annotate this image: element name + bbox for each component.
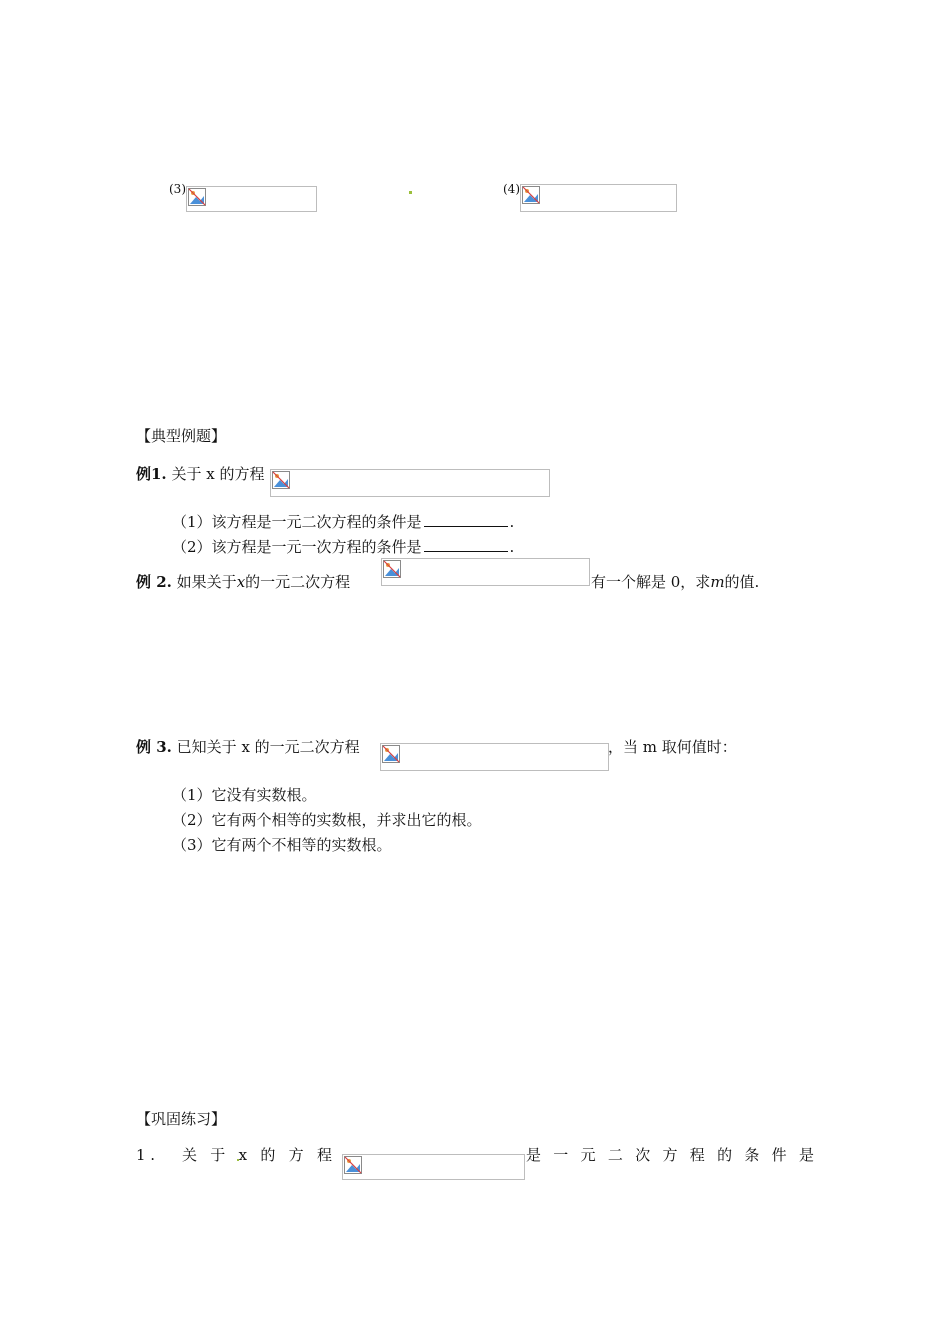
- broken-image-icon: [272, 471, 290, 489]
- example-1-q1-text: （1）该方程是一元二次方程的条件是: [172, 513, 422, 531]
- char: 程: [689, 1146, 705, 1164]
- char: 方: [662, 1146, 678, 1164]
- example-2-label: 例 2.: [136, 573, 172, 591]
- period: .: [509, 538, 515, 556]
- example-3-question-1: （1）它没有实数根。: [172, 786, 317, 804]
- example-1-stem: [136, 464, 264, 484]
- equation-image-4: [520, 184, 677, 212]
- practice-1-text-after: [526, 1145, 814, 1165]
- char: 方: [288, 1146, 304, 1164]
- broken-image-icon: [344, 1156, 362, 1174]
- stray-mark: [409, 191, 412, 194]
- char: 的: [260, 1146, 276, 1164]
- example-2-text-b: 的一元二次方程: [245, 573, 351, 591]
- section-heading-practice: 【巩固练习】: [136, 1110, 227, 1128]
- var-m: m: [710, 573, 725, 591]
- example-3-question-2: （2）它有两个相等的实数根，并求出它的根。: [172, 811, 482, 829]
- period: .: [509, 513, 515, 531]
- char: 一: [553, 1146, 569, 1164]
- var-x: x: [236, 573, 246, 591]
- example-1-equation-image: [270, 469, 550, 497]
- practice-1-equation-image: [342, 1154, 525, 1180]
- char: 关: [182, 1146, 198, 1164]
- char: 元: [580, 1146, 596, 1164]
- example-2-text-c: 有一个解是 0，求: [591, 573, 711, 591]
- broken-image-icon: [522, 186, 540, 204]
- example-2-text-a: 如果关于: [176, 573, 237, 591]
- item-4-label: (4): [503, 182, 520, 196]
- section-heading-examples: 【典型例题】: [136, 427, 227, 445]
- example-1-text: 关于 x 的方程: [171, 465, 265, 483]
- example-2-stem: [136, 572, 350, 592]
- item-3-label: (3): [169, 182, 186, 196]
- broken-image-icon: [383, 560, 401, 578]
- example-3-text: 已知关于 x 的一元二次方程: [176, 738, 360, 756]
- broken-image-icon: [382, 745, 400, 763]
- answer-blank[interactable]: [424, 536, 508, 552]
- example-3-equation-image: [380, 743, 609, 771]
- equation-image-3: [186, 186, 317, 212]
- char: 是: [798, 1146, 814, 1164]
- example-2-stem-tail: [591, 572, 759, 592]
- example-3-stem: [136, 737, 360, 757]
- char: 件: [771, 1146, 787, 1164]
- example-2-equation-image: [381, 558, 590, 586]
- practice-1-text-before: [182, 1145, 332, 1165]
- stray-mark: [237, 1159, 239, 1161]
- answer-blank[interactable]: [424, 511, 508, 527]
- example-2-text-d: 的值.: [724, 573, 760, 591]
- char: 的: [717, 1146, 733, 1164]
- practice-1-number: 1 .: [136, 1146, 156, 1164]
- example-1-q2-text: （2）该方程是一元一次方程的条件是: [172, 538, 422, 556]
- broken-image-icon: [188, 188, 206, 206]
- example-3-text-after: ，当 m 取何值时：: [608, 738, 737, 756]
- char: x: [238, 1146, 248, 1164]
- char: 次: [635, 1146, 651, 1164]
- example-1-question-1: [172, 511, 514, 532]
- char: 是: [526, 1146, 542, 1164]
- char: 条: [744, 1146, 760, 1164]
- char: 程: [316, 1146, 332, 1164]
- example-3-label: 例 3.: [136, 738, 172, 756]
- example-1-label: 例1.: [136, 465, 167, 483]
- char: 于: [210, 1146, 226, 1164]
- char: 二: [607, 1146, 623, 1164]
- example-1-question-2: [172, 536, 514, 557]
- example-3-question-3: （3）它有两个不相等的实数根。: [172, 836, 392, 854]
